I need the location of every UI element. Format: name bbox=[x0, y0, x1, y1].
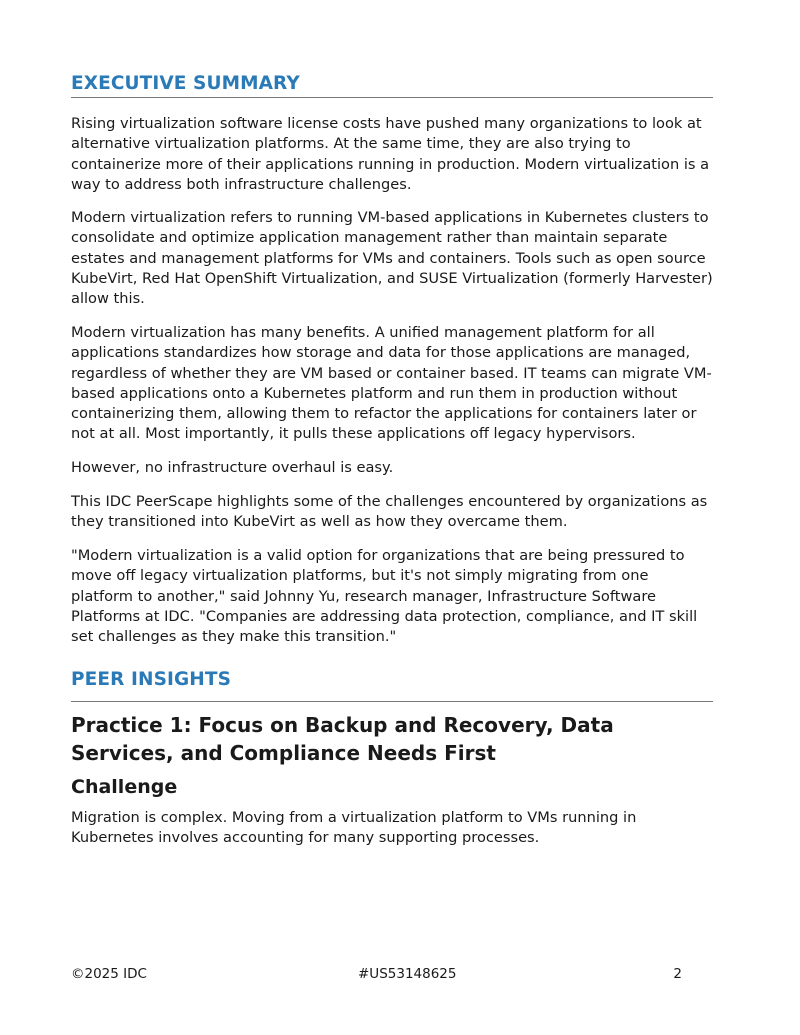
page-footer bbox=[71, 966, 713, 986]
executive-summary-heading: EXECUTIVE SUMMARY bbox=[71, 73, 300, 94]
summary-paragraph-3: Modern virtualization has many benefits. A unified management platform for all applications standardizes how storage and data for those applications are managed, regardless of whether they are VM based or container based. IT teams can migrate VM-based applications onto a Kubernetes platform and run them in production without containerizing them, allowing them to refactor the applications for containers later or not at all. Most importantly, it pulls these applications off legacy hypervisors. bbox=[71, 324, 712, 443]
challenge-heading: Challenge bbox=[71, 776, 178, 798]
summary-paragraph-6: "Modern virtualization is a valid option for organizations that are being pressured to move off legacy virtualization platforms, but it's not simply migrating from one platform to another," said Johnny Yu, research manager, Infrastructure Software Platforms at IDC. "Companies are addressing data protection, compliance, and IT skill set challenges as they make this transition." bbox=[71, 547, 698, 646]
practice-1-title: Practice 1: Focus on Backup and Recovery, Data Services, and Compliance Needs First bbox=[71, 713, 614, 765]
footer-document-id: #US53148625 bbox=[358, 966, 457, 982]
footer-copyright: ©2025 IDC bbox=[71, 966, 147, 982]
peer-insights-rule bbox=[71, 701, 713, 702]
summary-paragraph-5: This IDC PeerScape highlights some of the challenges encountered by organizations as they transitioned into KubeVirt as well as how they overcame them. bbox=[71, 493, 708, 531]
challenge-text: Migration is complex. Moving from a virtualization platform to VMs running in Kubernetes involves accounting for many supporting processes. bbox=[71, 809, 637, 847]
summary-paragraph-2: Modern virtualization refers to running VM-based applications in Kubernetes clusters to consolidate and optimize application management rather than maintain separate estates and management platforms for VMs and containers. Tools such as open source KubeVirt, Red Hat OpenShift Virtualization, and SUSE Virtualization (formerly Harvester) allow this. bbox=[71, 209, 713, 308]
footer-page-number: 2 bbox=[673, 966, 682, 982]
executive-summary-rule bbox=[71, 97, 713, 98]
summary-paragraph-1: Rising virtualization software license costs have pushed many organizations to look at alternative virtualization platforms. At the same time, they are also trying to containerize more of their applications running in production. Modern virtualization is a way to address both infrastructure challenges. bbox=[71, 115, 710, 193]
peer-insights-heading: PEER INSIGHTS bbox=[71, 669, 232, 690]
summary-paragraph-4: However, no infrastructure overhaul is easy. bbox=[71, 459, 394, 476]
